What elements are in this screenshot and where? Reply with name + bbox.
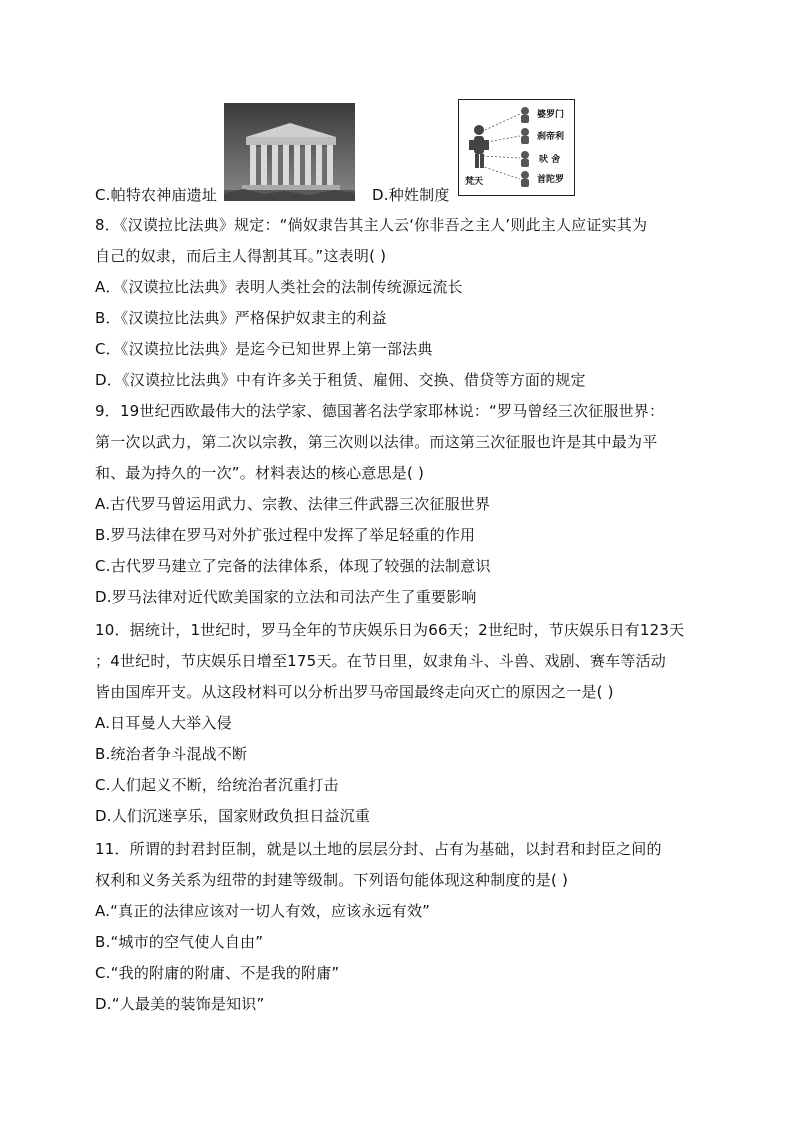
q10-option-d: D.人们沉迷享乐，国家财政负担日益沉重 <box>95 807 371 825</box>
q8-stem-line1: 8．《汉谟拉比法典》规定：“倘奴隶告其主人云‘你非吾之主人’则此主人应证实其为 <box>95 216 648 234</box>
q8-option-c: C．《汉谟拉比法典》是迄今已知世界上第一部法典 <box>95 340 433 358</box>
caste-label-brahmin: 婆罗门 <box>537 110 565 120</box>
q8-option-a: A．《汉谟拉比法典》表明人类社会的法制传统源远流长 <box>95 278 463 296</box>
option-c-label: C.帕特农神庙遗址 <box>95 186 218 204</box>
q10-option-a: A.日耳曼人大举入侵 <box>95 714 232 732</box>
q11-option-c: C.“我的附庸的附庸、不是我的附庸” <box>95 964 340 982</box>
caste-label-kshatriya: 刹帝利 <box>537 132 565 142</box>
q9-stem-line1: 9．19世纪西欧最伟大的法学家、德国著名法学家耶林说：“罗马曾经三次征服世界： <box>95 402 665 420</box>
parthenon-photo <box>224 103 355 201</box>
q11-option-d: D.“人最美的装饰是知识” <box>95 995 265 1013</box>
caste-diagram-image <box>459 100 574 195</box>
q9-option-a: A.古代罗马曾运用武力、宗教、法律三件武器三次征服世界 <box>95 495 491 513</box>
q10-stem-line3: 皆由国库开支。从这段材料可以分析出罗马帝国最终走向灭亡的原因之一是( ) <box>95 683 614 701</box>
q9-stem-line3: 和、最为持久的一次”。材料表达的核心意思是( ) <box>95 464 425 482</box>
parthenon-image <box>224 103 355 201</box>
q11-stem-line1: 11．所谓的封君封臣制，就是以土地的层层分封、占有为基础，以封君和封臣之间的 <box>95 840 662 858</box>
q9-stem-line2: 第一次以武力，第二次以宗教，第三次则以法律。而这第三次征服也许是其中最为平 <box>95 433 658 451</box>
q10-option-b: B.统治者争斗混战不断 <box>95 745 248 763</box>
caste-label-vaishya: 吠 舍 <box>539 155 561 165</box>
brahma-figure <box>469 125 489 168</box>
q11-option-b: B.“城市的空气使人自由” <box>95 933 264 951</box>
caste-diagram <box>458 99 575 196</box>
q9-option-d: D.罗马法律对近代欧美国家的立法和司法产生了重要影响 <box>95 588 477 606</box>
q10-stem-line2: ；4世纪时，节庆娱乐日增至175天。在节日里，奴隶角斗、斗兽、戏剧、赛车等活动 <box>95 652 666 670</box>
caste-label-brahma: 梵天 <box>465 177 484 187</box>
q11-stem-line2: 权利和义务关系为纽带的封建等级制。下列语句能体现这种制度的是( ) <box>95 871 569 889</box>
q8-stem-line2: 自己的奴隶，而后主人得割其耳。”这表明( ) <box>95 247 387 265</box>
q11-option-a: A.“真正的法律应该对一切人有效，应该永远有效” <box>95 902 431 920</box>
q10-option-c: C.人们起义不断，给统治者沉重打击 <box>95 776 339 794</box>
q9-option-c: C.古代罗马建立了完备的法律体系，体现了较强的法制意识 <box>95 557 491 575</box>
q8-option-b: B．《汉谟拉比法典》严格保护奴隶主的利益 <box>95 309 387 327</box>
q8-option-d: D．《汉谟拉比法典》中有许多关于租赁、雇佣、交换、借贷等方面的规定 <box>95 371 586 389</box>
option-d-label: D.种姓制度 <box>372 186 450 204</box>
caste-label-shudra: 首陀罗 <box>537 175 565 185</box>
q9-option-b: B.罗马法律在罗马对外扩张过程中发挥了举足轻重的作用 <box>95 526 476 544</box>
q10-stem-line1: 10．据统计，1世纪时，罗马全年的节庆娱乐日为66天；2世纪时，节庆娱乐日有123天 <box>95 621 685 639</box>
